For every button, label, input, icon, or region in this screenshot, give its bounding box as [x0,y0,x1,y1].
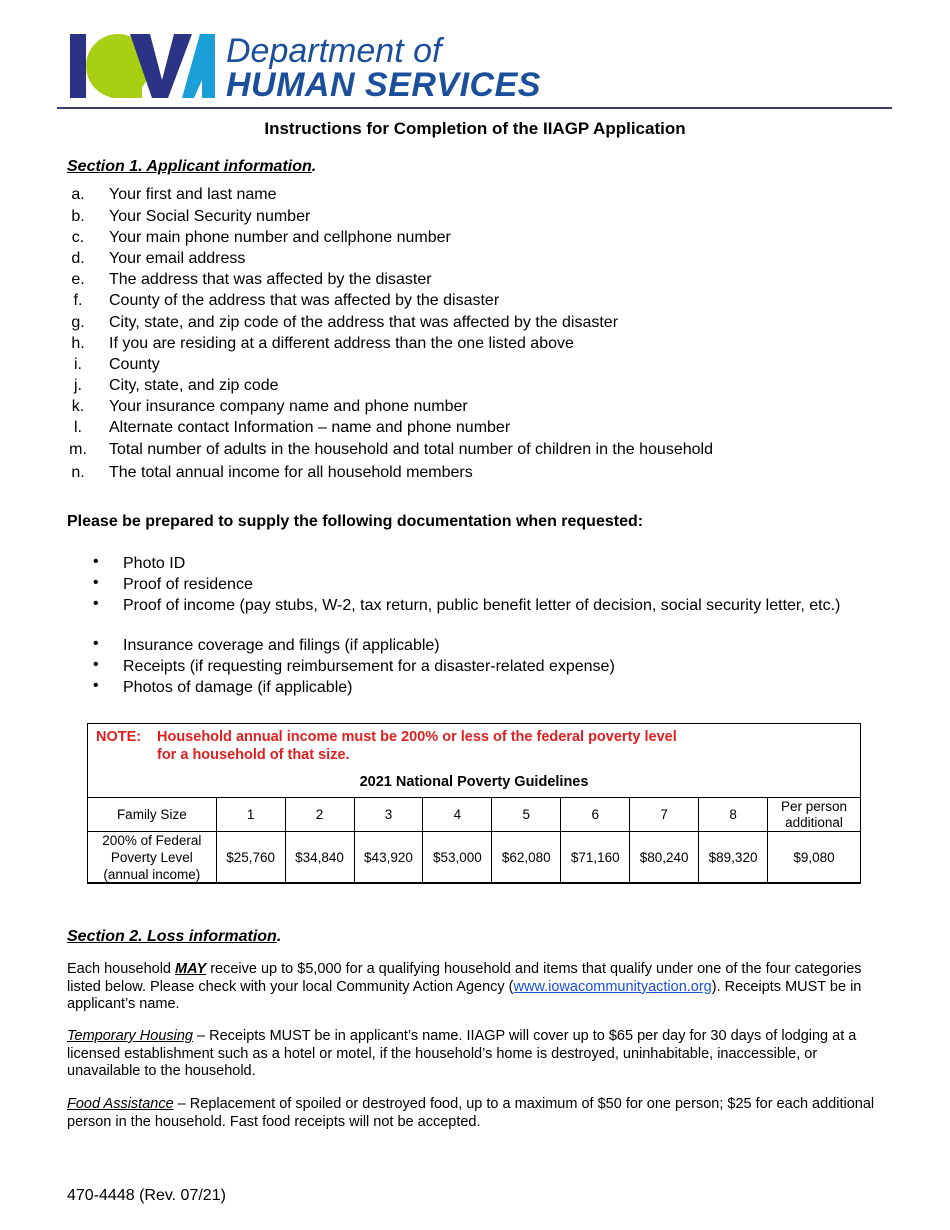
item-text: Your Social Security number [109,208,311,225]
item-letter: k. [71,398,85,415]
intro-text-b: receive up to $5,000 for a qualifying household and items that qualify under one of the four categories listed below. Please check with your local Community Action Agency ( [67,961,862,995]
item-text: Your main phone number and cellphone number [109,229,451,246]
poverty-table-title: 2021 National Poverty Guidelines [359,774,589,790]
family-size-cell: 4 [423,798,492,832]
family-size-cell: 2 [285,798,354,832]
intro-text-a: Each household [67,961,176,977]
income-limit-cell: $53,000 [423,832,492,884]
temporary-housing-text: – Receipts MUST be in applicant’s name. IIAGP will cover up to $65 per day for 30 days of lodging at a licensed establishment such as a hotel or motel, if the household’s home is destroyed, uninhabitable, inaccessible, or unavailable to the household. [67,1028,857,1079]
income-limit-cell: $34,840 [285,832,354,884]
bullet-icon: • [93,574,99,591]
item-text: The address that was affected by the disaster [109,271,432,288]
family-size-row [88,798,861,832]
intro-text-c: ). Receipts MUST be in applicant’s name. [67,978,862,1012]
documentation-heading: Please be prepared to supply the following documentation when requested: [67,513,644,530]
department-line-1: Department of [226,32,442,70]
community-action-link[interactable]: www.iowacommunityaction.org [513,978,712,995]
item-letter: d. [71,250,85,267]
header-divider [57,107,892,109]
item-letter: c. [71,229,85,246]
item-letter: j. [74,377,82,394]
item-letter: l. [74,419,82,436]
item-letter: b. [71,208,85,225]
department-line-2: HUMAN SERVICES [226,66,541,104]
item-text: If you are residing at a different address than the one listed above [109,335,574,352]
family-size-cell: 7 [630,798,699,832]
section2-heading: Section 2. Loss information. [67,928,282,945]
loss-intro-paragraph [67,961,877,1014]
may-emphasis: MAY [175,961,207,977]
income-limit-cell: $25,760 [216,832,285,884]
page-title: Instructions for Completion of the IIAGP Application [264,119,686,138]
documentation-item-text: Photo ID [123,555,186,572]
income-row [88,832,861,884]
note-label: NOTE: [96,729,142,745]
food-assistance-term: Food Assistance [67,1096,174,1112]
documentation-item-text: Proof of income (pay stubs, W-2, tax return, public benefit letter of decision, social security letter, etc.) [123,597,841,614]
section1-heading-text: Section 1. Applicant information [67,158,312,175]
income-limit-cell: $71,160 [561,832,630,884]
income-limit-cell: $80,240 [630,832,699,884]
poverty-table [87,797,861,884]
bullet-icon: • [93,677,99,694]
documentation-item-text: Proof of residence [123,576,253,593]
item-text: Your first and last name [109,186,277,203]
food-assistance-paragraph [67,1096,877,1131]
family-size-cell: Per person additional [768,798,861,832]
bullet-icon: • [93,553,99,570]
item-letter: n. [71,464,85,481]
food-assistance-text: – Replacement of spoiled or destroyed food, up to a maximum of $50 for one person; $25 for each additional person in the household. Fast food receipts will not be accepted. [67,1096,875,1130]
item-text: Your insurance company name and phone number [109,398,468,415]
item-text: Alternate contact Information – name and phone number [109,419,511,436]
temporary-housing-term: Temporary Housing [67,1028,193,1044]
item-text: City, state, and zip code [109,377,279,394]
note-line-1: Household annual income must be 200% or less of the federal poverty level [157,729,677,745]
income-limit-cell: $62,080 [492,832,561,884]
temporary-housing-paragraph [67,1028,877,1081]
family-size-header: Family Size [88,798,217,832]
bullet-icon: • [93,635,99,652]
documentation-item-text: Receipts (if requesting reimbursement for a disaster-related expense) [123,658,615,675]
family-size-cell: 5 [492,798,561,832]
family-size-cell: 3 [354,798,423,832]
bullet-icon: • [93,595,99,612]
documentation-item-text: Insurance coverage and filings (if applicable) [123,637,440,654]
note-line-2: for a household of that size. [157,746,350,763]
item-letter: m. [69,441,87,458]
income-limit-cell: $9,080 [768,832,861,884]
item-text: City, state, and zip code of the address that was affected by the disaster [109,314,619,331]
form-number: 470-4448 (Rev. 07/21) [67,1187,226,1204]
family-size-cell: 1 [216,798,285,832]
bullet-icon: • [93,656,99,673]
item-letter: f. [73,292,83,309]
item-text: County [109,356,160,373]
iowa-logo [70,32,220,102]
item-letter: e. [71,271,85,288]
section1-heading: Section 1. Applicant information. [67,158,317,175]
item-letter: h. [71,335,85,352]
section2-heading-text: Section 2. Loss information [67,928,277,945]
item-letter: g. [71,314,85,331]
item-letter: a. [71,186,85,203]
income-limit-cell: $89,320 [699,832,768,884]
income-header: 200% of Federal Poverty Level (annual income) [88,832,217,884]
documentation-item-text: Photos of damage (if applicable) [123,679,353,696]
income-limit-cell: $43,920 [354,832,423,884]
item-text: The total annual income for all household members [109,464,473,481]
item-text: Your email address [109,250,246,267]
item-letter: i. [74,356,82,373]
family-size-cell: 8 [699,798,768,832]
note-text [157,729,777,764]
item-text: County of the address that was affected by the disaster [109,292,500,309]
item-text: Total number of adults in the household and total number of children in the household [109,441,713,458]
family-size-cell: 6 [561,798,630,832]
